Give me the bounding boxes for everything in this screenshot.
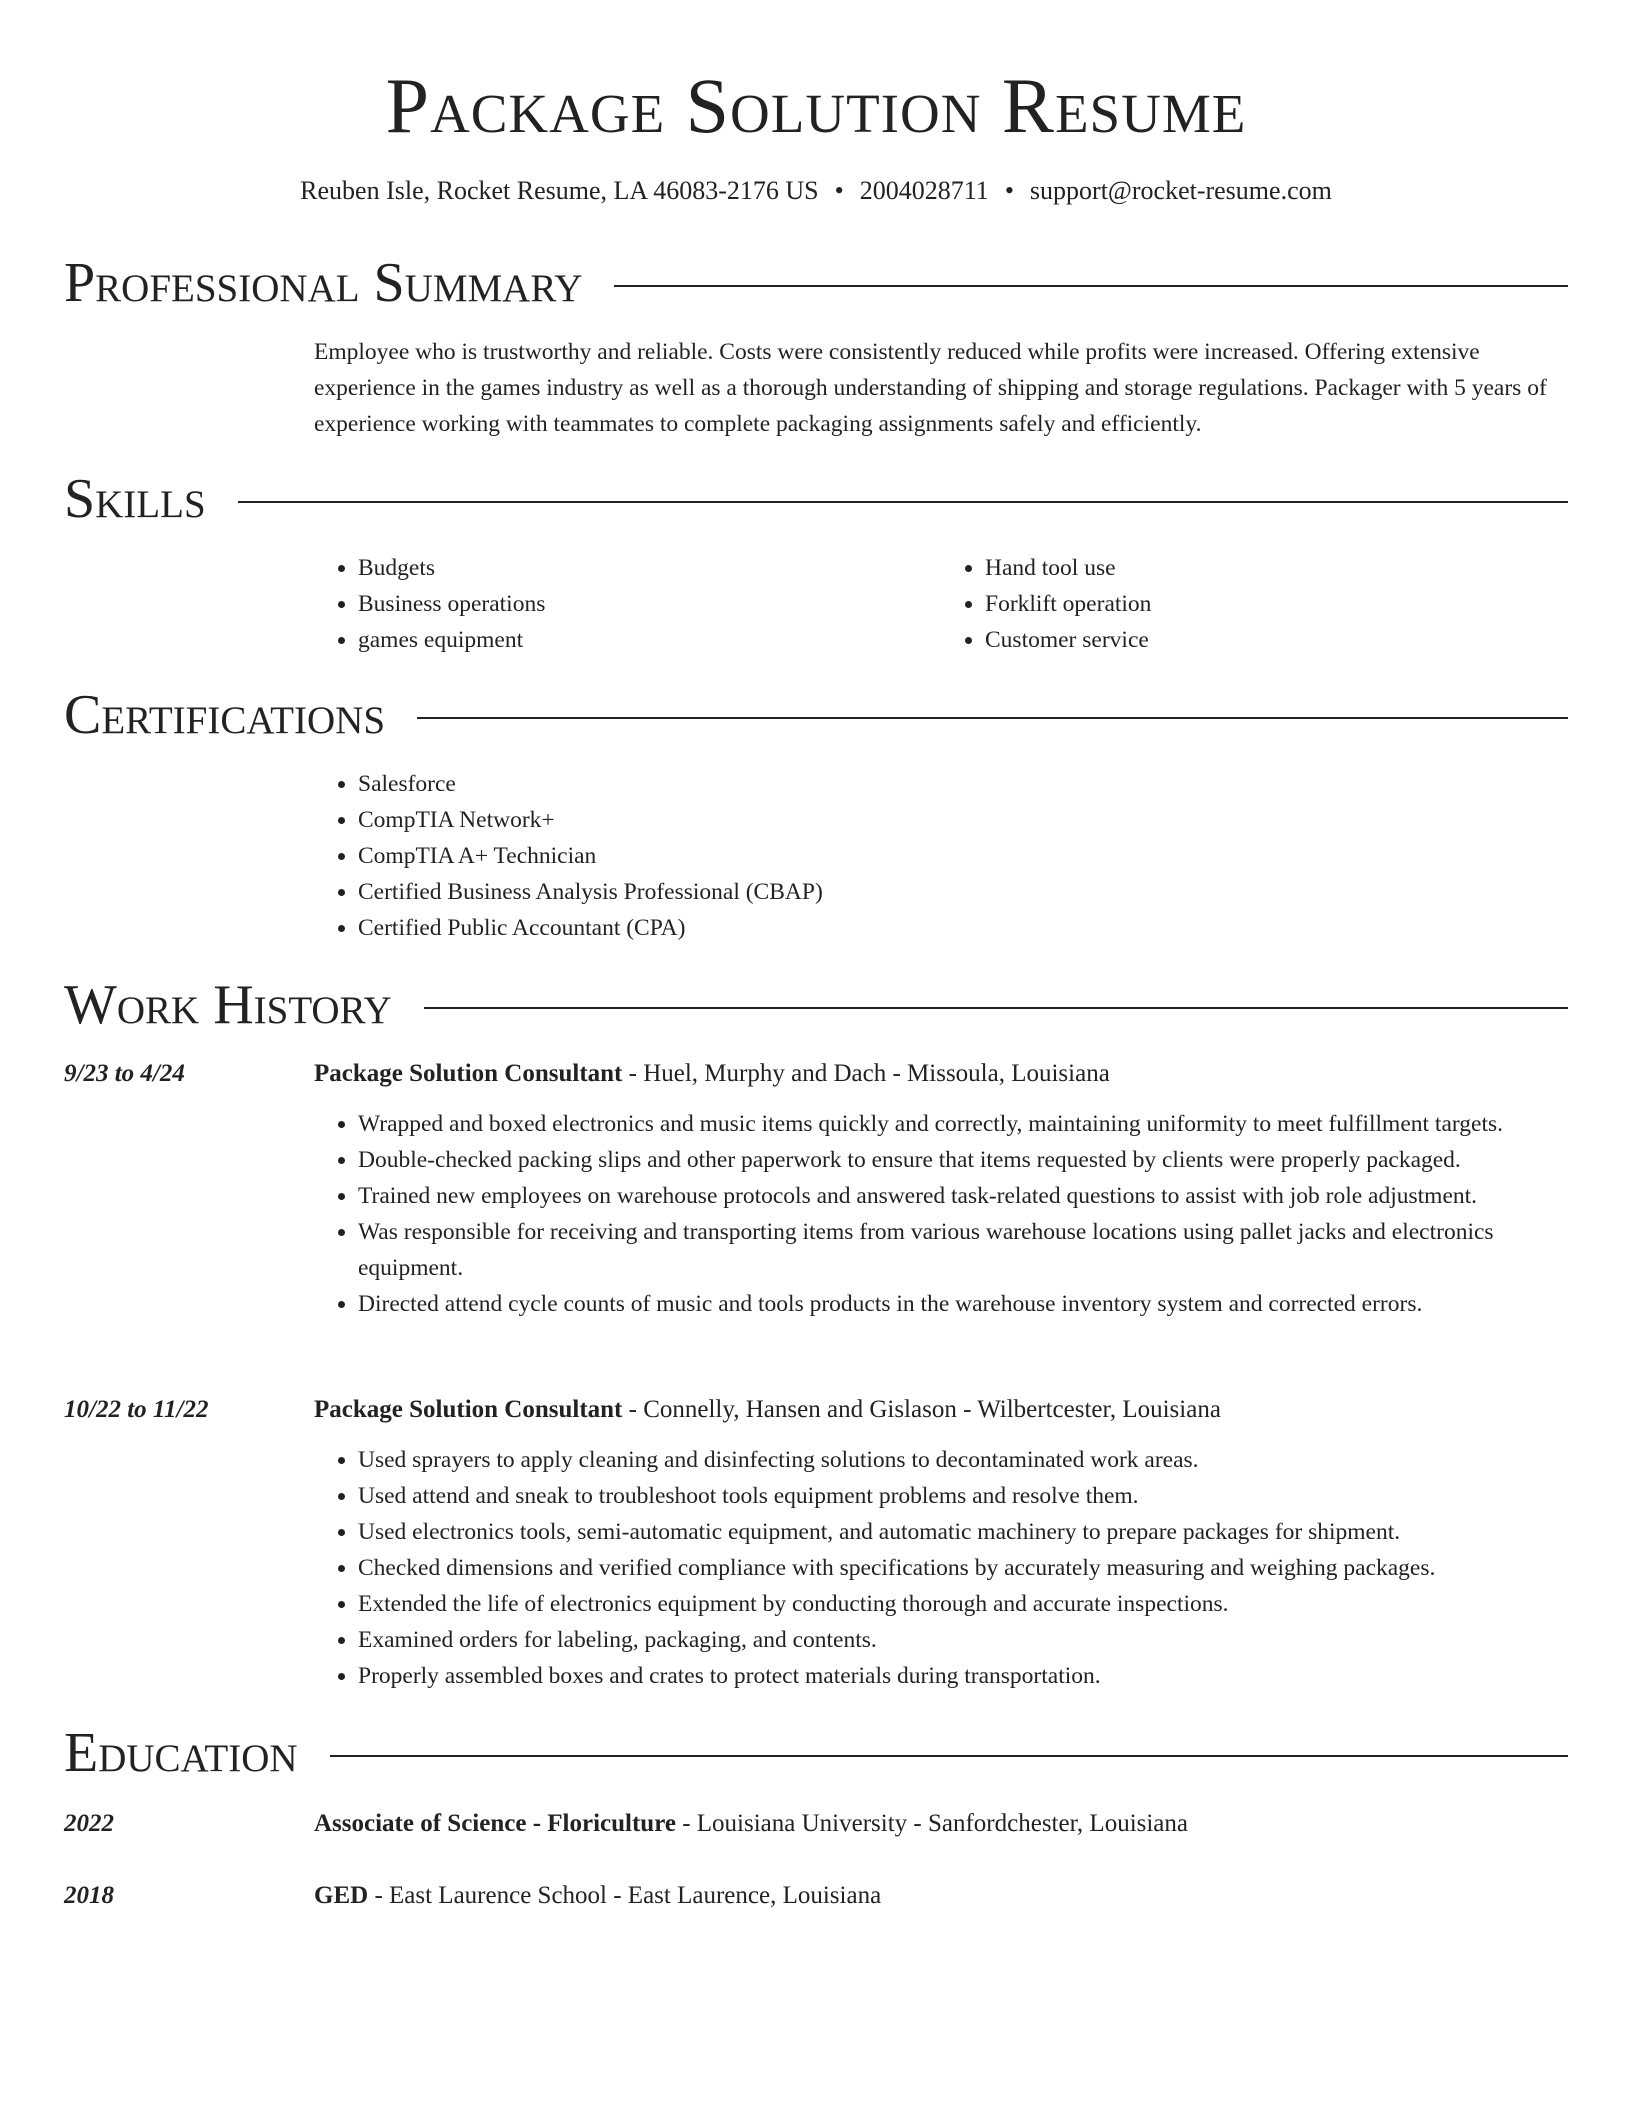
skill-item: • games equipment [358, 622, 941, 658]
section-divider [614, 285, 1568, 287]
education-year: 2022 [64, 1810, 114, 1837]
certification-item: • Certified Public Accountant (CPA) [358, 910, 1568, 946]
skill-item: • Hand tool use [985, 550, 1568, 586]
job-duties [314, 1106, 1568, 1322]
skills-heading: Skills [64, 468, 206, 530]
work-heading: Work History [64, 974, 392, 1036]
job-title: Package Solution Consultant [314, 1060, 623, 1087]
job-entry [314, 1392, 1568, 1694]
work-section-header [64, 970, 1568, 1040]
job-title-line [314, 1392, 1568, 1428]
section-divider [238, 501, 1568, 503]
education-heading: Education [64, 1722, 298, 1784]
job-employer: - Huel, Murphy and Dach - Missoula, Louisiana [622, 1060, 1110, 1087]
job-duty: • Checked dimensions and verified compliance with specifications by accurately measuring and weighing packages. [358, 1550, 1568, 1586]
education-school: - East Laurence School - East Laurence, Louisiana [368, 1882, 882, 1909]
certifications-list [314, 766, 1568, 946]
education-degree: Associate of Science - Floriculture [314, 1810, 676, 1837]
job-duty: • Was responsible for receiving and transporting items from various warehouse locations using pallet jacks and electronics equipment. [358, 1214, 1568, 1286]
job-duty: • Double-checked packing slips and other paperwork to ensure that items requested by clients were properly packaged. [358, 1142, 1568, 1178]
job-duty: • Used attend and sneak to troubleshoot tools equipment problems and resolve them. [358, 1478, 1568, 1514]
contact-line [64, 174, 1568, 208]
certifications-content [314, 766, 1568, 946]
job-duty: • Used electronics tools, semi-automatic equipment, and automatic machinery to prepare packages for shipment. [358, 1514, 1568, 1550]
contact-email[interactable]: support@rocket-resume.com [1029, 176, 1332, 205]
education-entry [314, 1806, 1568, 1842]
education-entry [314, 1878, 1568, 1914]
contact-separator: • [834, 176, 844, 205]
skill-item: • Forklift operation [985, 586, 1568, 622]
contact-separator: • [1004, 176, 1014, 205]
certification-item: • Salesforce [358, 766, 1568, 802]
certifications-section-header [64, 680, 1568, 750]
job-entry [314, 1056, 1568, 1322]
certifications-heading: Certifications [64, 684, 386, 746]
education-line [314, 1806, 1568, 1842]
skill-item: • Business operations [358, 586, 941, 622]
summary-content [314, 334, 1568, 442]
contact-address: Reuben Isle, Rocket Resume, LA 46083-2176 US [300, 176, 819, 205]
job-dates: 9/23 to 4/24 [64, 1060, 185, 1087]
certification-item: • CompTIA Network+ [358, 802, 1568, 838]
skills-list [314, 550, 1568, 658]
job-title-line [314, 1056, 1568, 1092]
job-dates: 10/22 to 11/22 [64, 1396, 209, 1423]
skill-item: • Customer service [985, 622, 1568, 658]
certification-item: • Certified Business Analysis Professional (CBAP) [358, 874, 1568, 910]
skills-column-left [314, 550, 941, 658]
summary-text: Employee who is trustworthy and reliable. Costs were consistently reduced while profits were increased. Offering extensive experience in the games industry as well as a thorough understanding of shipping and storage regulations. Packager with 5 years of experience working with teammates to complete packaging assignments safely and efficiently. [314, 339, 1547, 437]
job-duties [314, 1442, 1568, 1694]
skill-item: • Budgets [358, 550, 941, 586]
section-divider [417, 717, 1568, 719]
section-divider [330, 1755, 1568, 1757]
certification-item: • CompTIA A+ Technician [358, 838, 1568, 874]
job-duty: • Used sprayers to apply cleaning and disinfecting solutions to decontaminated work areas. [358, 1442, 1568, 1478]
job-duty: • Directed attend cycle counts of music and tools products in the warehouse inventory system and corrected errors. [358, 1286, 1568, 1322]
contact-phone: 2004028711 [859, 176, 989, 205]
job-duty: • Extended the life of electronics equipment by conducting thorough and accurate inspections. [358, 1586, 1568, 1622]
education-degree: GED [314, 1882, 369, 1909]
job-duty: • Wrapped and boxed electronics and music items quickly and correctly, maintaining uniformity to meet fulfillment targets. [358, 1106, 1568, 1142]
skills-section-header [64, 464, 1568, 534]
education-year: 2018 [64, 1882, 114, 1909]
summary-heading: Professional Summary [64, 252, 583, 314]
education-section-header [64, 1718, 1568, 1788]
job-employer: - Connelly, Hansen and Gislason - Wilbertcester, Louisiana [622, 1396, 1221, 1423]
job-duty: • Properly assembled boxes and crates to protect materials during transportation. [358, 1658, 1568, 1694]
job-duty: • Trained new employees on warehouse protocols and answered task-related questions to assist with job role adjustment. [358, 1178, 1568, 1214]
skills-column-right [941, 550, 1568, 658]
job-duty: • Examined orders for labeling, packaging, and contents. [358, 1622, 1568, 1658]
education-line [314, 1878, 1568, 1914]
section-divider [424, 1007, 1568, 1009]
summary-section-header [64, 248, 1568, 318]
job-title: Package Solution Consultant [314, 1396, 623, 1423]
resume-title: Package Solution Resume [385, 62, 1247, 149]
education-school: - Louisiana University - Sanfordchester, Louisiana [675, 1810, 1189, 1837]
